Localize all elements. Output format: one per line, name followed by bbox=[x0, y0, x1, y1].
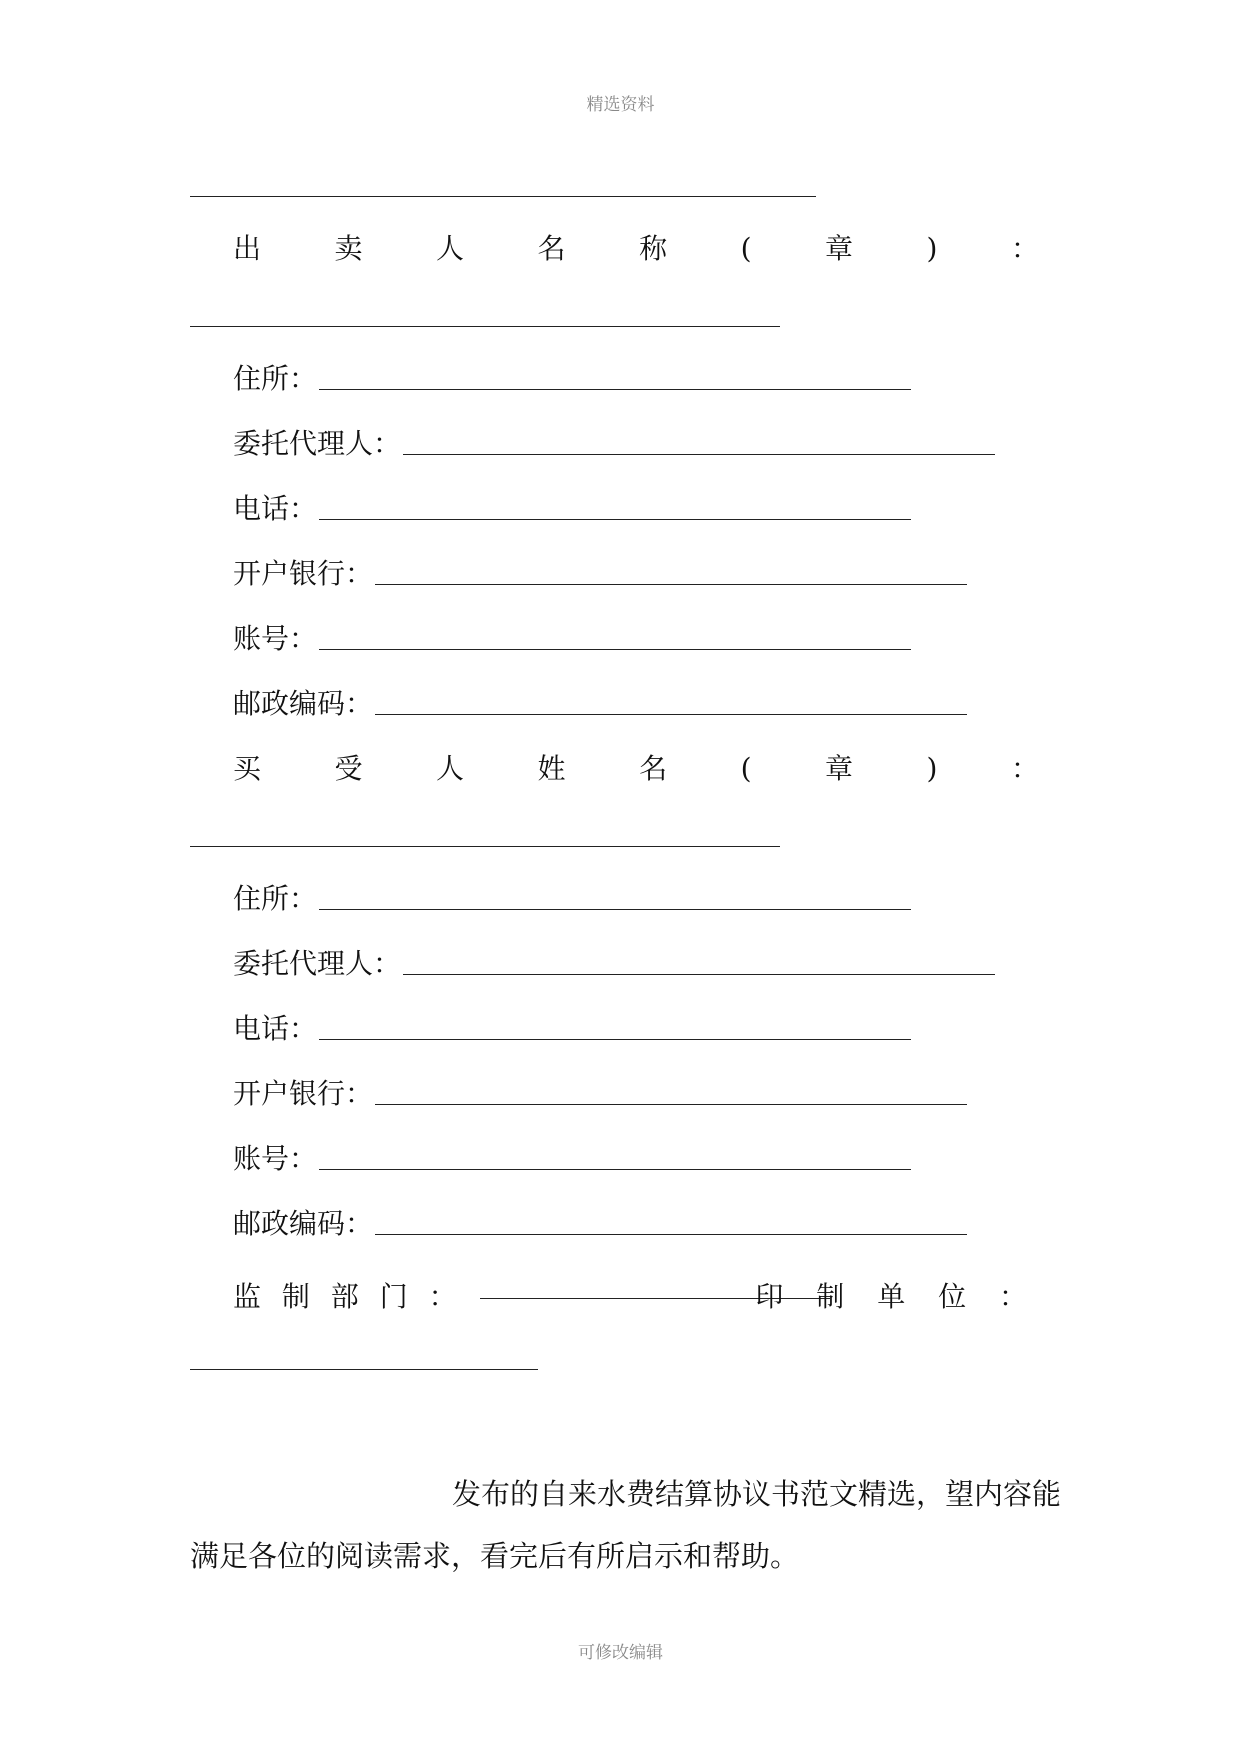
seller-phone-input[interactable] bbox=[319, 519, 911, 520]
buyer-title-char: ) bbox=[926, 752, 938, 785]
seller-title-char: 人 bbox=[436, 232, 465, 265]
seller-bank-input[interactable] bbox=[375, 584, 967, 585]
field-label: 开户银行： bbox=[233, 557, 374, 590]
top-blank-line bbox=[190, 196, 816, 197]
buyer-postcode-field bbox=[233, 1207, 967, 1241]
seller-phone-field bbox=[233, 492, 911, 526]
page-header: 精选资料 bbox=[586, 95, 655, 115]
field-label: 电话： bbox=[233, 1012, 318, 1045]
buyer-postcode-input[interactable] bbox=[375, 1234, 967, 1235]
buyer-title-char: 人 bbox=[436, 752, 465, 785]
closing-line-2: 满足各位的阅读需求，看完后有所启示和帮助。 bbox=[190, 1539, 800, 1573]
field-label: 住所： bbox=[233, 882, 318, 915]
seller-agent-input[interactable] bbox=[403, 454, 995, 455]
buyer-name-line[interactable] bbox=[190, 846, 780, 847]
field-label: 委托代理人： bbox=[233, 427, 402, 460]
seller-title-char: 章 bbox=[825, 232, 854, 265]
buyer-bank-field bbox=[233, 1077, 967, 1111]
seller-address-input[interactable] bbox=[319, 389, 911, 390]
field-label: 开户银行： bbox=[233, 1077, 374, 1110]
field-label: 住所： bbox=[233, 362, 318, 395]
seller-postcode-field bbox=[233, 687, 967, 721]
seller-title-char: ： bbox=[1010, 232, 1039, 265]
field-label: 邮政编码： bbox=[233, 1207, 374, 1240]
buyer-title-char: ( bbox=[740, 752, 752, 785]
seller-title-char: 出 bbox=[233, 232, 262, 265]
seller-title-char: ( bbox=[740, 232, 752, 265]
buyer-agent-field bbox=[233, 947, 995, 981]
field-label: 账号： bbox=[233, 622, 318, 655]
seller-title-char: 称 bbox=[639, 232, 668, 265]
seller-title-char: 名 bbox=[537, 232, 566, 265]
buyer-agent-input[interactable] bbox=[403, 974, 995, 975]
supervision-row bbox=[233, 1280, 1039, 1314]
seller-title-char: 卖 bbox=[334, 232, 363, 265]
printer-unit-line[interactable] bbox=[190, 1369, 538, 1370]
closing-line-1: 发布的自来水费结算协议书范文精选，望内容能 bbox=[452, 1477, 1062, 1511]
seller-title bbox=[233, 232, 1039, 266]
buyer-address-input[interactable] bbox=[319, 909, 911, 910]
seller-account-input[interactable] bbox=[319, 649, 911, 650]
buyer-phone-input[interactable] bbox=[319, 1039, 911, 1040]
field-label: 电话： bbox=[233, 492, 318, 525]
buyer-title bbox=[233, 752, 1039, 786]
field-label: 邮政编码： bbox=[233, 687, 374, 720]
seller-bank-field bbox=[233, 557, 967, 591]
buyer-account-field bbox=[233, 1142, 911, 1176]
buyer-address-field bbox=[233, 882, 911, 916]
seller-title-char: ) bbox=[926, 232, 938, 265]
field-label: 委托代理人： bbox=[233, 947, 402, 980]
field-label: 账号： bbox=[233, 1142, 318, 1175]
buyer-title-char: 名 bbox=[639, 752, 668, 785]
buyer-title-char: 受 bbox=[334, 752, 363, 785]
supervision-dept-label: 监 制 部 门 ： bbox=[233, 1280, 463, 1313]
seller-postcode-input[interactable] bbox=[375, 714, 967, 715]
buyer-phone-field bbox=[233, 1012, 911, 1046]
buyer-bank-input[interactable] bbox=[375, 1104, 967, 1105]
page-footer: 可修改编辑 bbox=[578, 1643, 663, 1663]
buyer-title-char: 买 bbox=[233, 752, 262, 785]
buyer-title-char: 姓 bbox=[537, 752, 566, 785]
seller-name-line[interactable] bbox=[190, 326, 780, 327]
seller-account-field bbox=[233, 622, 911, 656]
printer-label: 印 制 单 位 ： bbox=[755, 1280, 1039, 1313]
seller-agent-field bbox=[233, 427, 995, 461]
buyer-title-char: ： bbox=[1010, 752, 1039, 785]
buyer-account-input[interactable] bbox=[319, 1169, 911, 1170]
buyer-title-char: 章 bbox=[825, 752, 854, 785]
seller-address-field bbox=[233, 362, 911, 396]
